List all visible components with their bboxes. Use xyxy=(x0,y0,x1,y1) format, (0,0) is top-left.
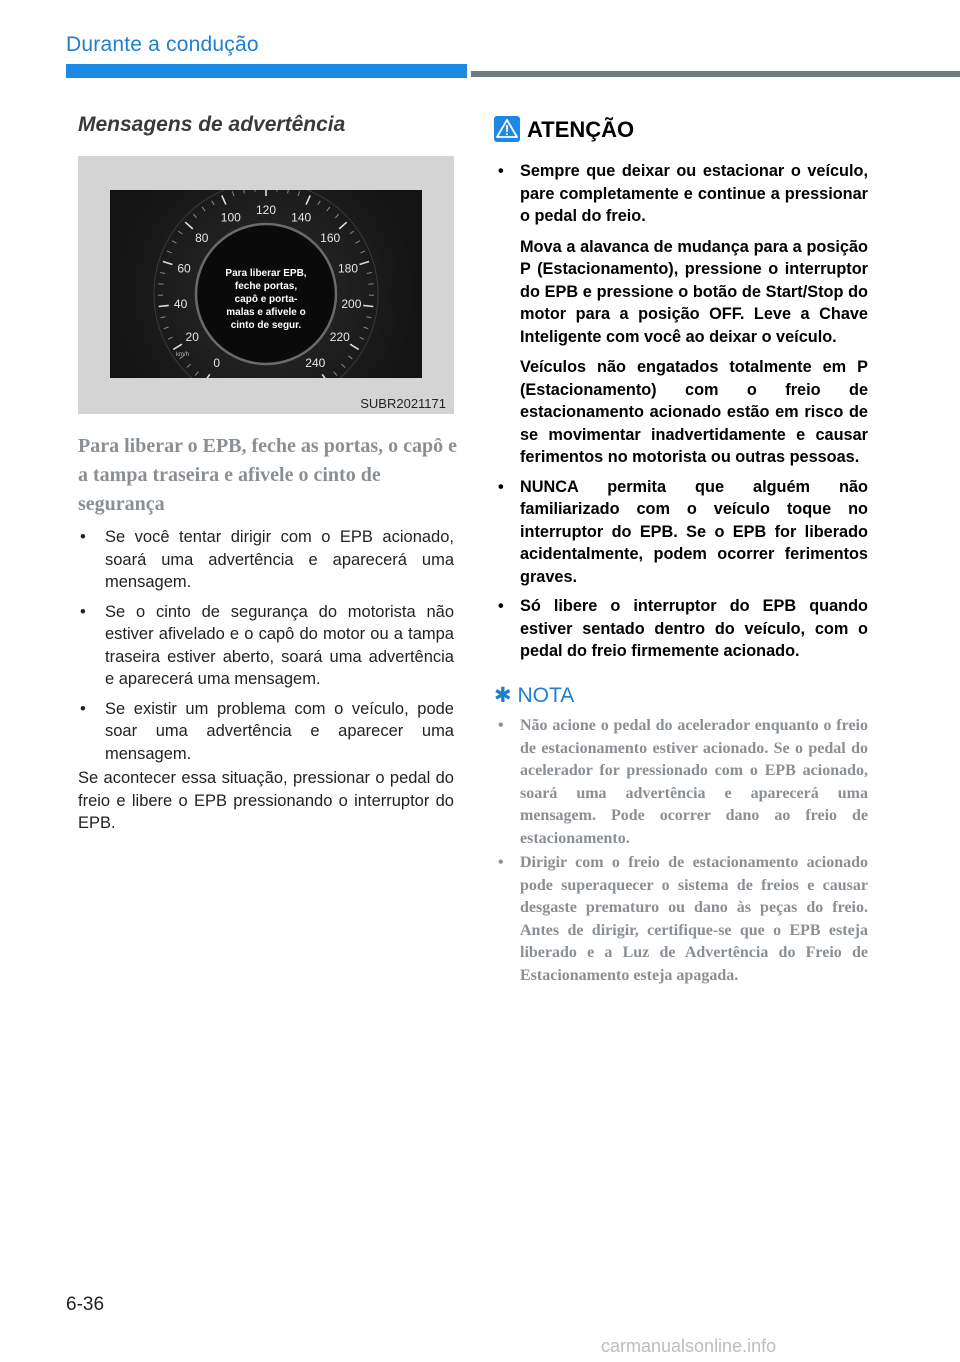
header-title: Durante a condução xyxy=(66,33,259,56)
list-item: • Se existir um problema com o veículo, pode soar uma advertência e aparecer uma mensagem. xyxy=(80,699,454,763)
list-item: • Se você tentar dirigir com o EPB acionado, soará uma advertência e aparecerá uma mensagem. xyxy=(80,528,454,591)
page-number: 6-36 xyxy=(66,1294,105,1315)
speed-label: 160 xyxy=(320,231,341,246)
figure-code: SUBR2021171 xyxy=(360,396,446,411)
cluster-screen xyxy=(110,190,422,378)
speed-label: 140 xyxy=(291,210,312,225)
speed-unit: km/h xyxy=(176,352,190,358)
warning-item: • NUNCA permita que alguém não familiarizado com o veículo toque no interruptor do EPB. Se o EPB for liberado acidentalmente, podem ocorrer ferimentos graves. xyxy=(498,477,868,586)
speed-label: 240 xyxy=(305,355,326,370)
speed-label: 0 xyxy=(213,355,221,370)
nota-list xyxy=(494,715,868,989)
speed-label: 180 xyxy=(337,261,359,276)
warning-title: ATENÇÃO xyxy=(527,117,635,142)
speed-label: 60 xyxy=(177,261,191,276)
section-heading: Mensagens de advertência xyxy=(78,113,346,136)
nota-title: NOTA xyxy=(517,684,575,707)
watermark: carmanualsonline.info xyxy=(601,1336,777,1356)
subheading: Para liberar o EPB, feche as portas, o capô e a tampa traseira e afivele o cinto de segurança xyxy=(78,435,458,515)
message-line: Para liberar EPB, xyxy=(225,268,307,279)
header-bar-gray xyxy=(471,71,960,77)
speed-label: 20 xyxy=(185,330,199,345)
cluster-figure xyxy=(78,156,454,414)
nota-item: • Não acione o pedal do acelerador enquanto o freio de estacionamento estiver acionado. Se o pedal do acelerador for pressionado com o EPB acionado, soará uma advertência e aparecerá uma mensagem. Pode ocorrer dano ao freio de estacionamento. xyxy=(498,717,868,847)
warning-list xyxy=(494,160,868,670)
message-line: malas e afivele o xyxy=(226,307,306,318)
speed-tick xyxy=(363,305,373,306)
nota-heading xyxy=(494,683,574,708)
header-bar-blue xyxy=(66,64,467,78)
asterisk-icon: ✱ xyxy=(494,684,512,707)
body-paragraph: Se acontecer essa situação, pressionar o pedal do freio e libere o EPB pressionando o interruptor do EPB. xyxy=(78,769,454,832)
message-line: capô e porta- xyxy=(234,294,298,305)
nota-item: • Dirigir com o freio de estacionamento acionado pode superaquecer o sistema de freios e causar desgaste prematuro ou dano às peças do freio. Antes de dirigir, certifique-se que o EPB esteja liberado e a Luz de Advertência do Freio de Estacionamento esteja apagada. xyxy=(498,854,868,984)
speed-label: 40 xyxy=(173,296,188,311)
warning-item: • Só libere o interruptor do EPB quando estiver sentado dentro do veículo, com o pedal do freio firmemente acionado. xyxy=(498,597,868,660)
left-bullet-list xyxy=(78,526,454,772)
warning-item: • Sempre que deixar ou estacionar o veículo, pare completamente e continue a pressionar o pedal do freio. Mova a alavanca de mudança para a posição P (Estacionamento), pressione o interruptor do EPB e pressione o botão de Start/Stop do motor para a posição OFF. Leve a Chave Inteligente com você ao deixar o veículo. Veículos não engatados totalmente em P (Estacionamento) com o freio de estacionamento acionado estão em risco de se movimentar inadvertidamente e causar ferimentos no motorista ou outras pessoas. xyxy=(498,162,868,466)
speedometer-graphic xyxy=(110,190,422,378)
warning-icon xyxy=(494,116,520,142)
speed-label: 200 xyxy=(341,296,362,311)
speed-label: 120 xyxy=(255,203,277,217)
speed-tick xyxy=(369,284,374,285)
speed-label: 80 xyxy=(195,231,209,246)
message-line: feche portas, xyxy=(234,281,298,292)
list-item: • Se o cinto de segurança do motorista não estiver afivelado e o capô do motor ou a tampa traseira estiver aberto, soará uma advertência e aparecerá uma mensagem. xyxy=(80,602,454,688)
speed-label: 100 xyxy=(220,210,241,225)
speed-tick xyxy=(159,305,169,306)
speed-label: 220 xyxy=(329,330,350,345)
speed-tick xyxy=(277,190,278,192)
speed-tick xyxy=(159,284,164,285)
message-line: cinto de segur. xyxy=(230,320,302,331)
speed-tick xyxy=(255,190,256,192)
